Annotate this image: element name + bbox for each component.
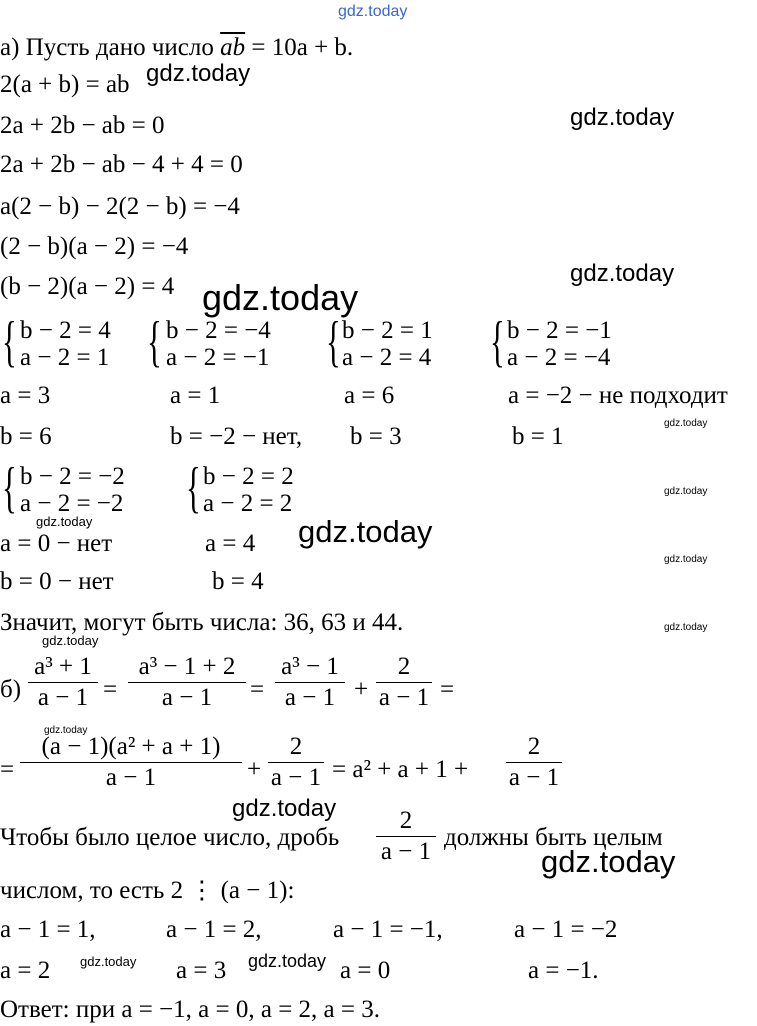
equals-sign: =: [440, 676, 455, 703]
watermark: gdz.today: [42, 633, 99, 648]
fraction-numerator: a³ − 1: [281, 653, 339, 680]
watermark: gdz.today: [338, 3, 408, 20]
fraction-denominator: a − 1: [284, 684, 336, 711]
system-6-top: b − 2 = 2: [203, 463, 294, 490]
fraction-denominator: a − 1: [37, 684, 89, 711]
watermark: gdz.today: [298, 514, 433, 549]
plus-sign: +: [354, 676, 369, 703]
system-2-b: b = −2 − нет,: [170, 423, 303, 450]
system-1-bottom: a − 2 = 1: [20, 344, 110, 371]
case-1: a − 1 = 1,: [0, 916, 96, 943]
system-4-top: b − 2 = −1: [507, 317, 612, 344]
watermark: gdz.today: [664, 554, 708, 565]
fraction: [28, 652, 98, 713]
fraction-numerator: (a − 1)(a² + a + 1): [41, 733, 221, 760]
equals-sign: =: [103, 676, 118, 703]
equation-6: (b − 2)(a − 2) = 4: [0, 273, 175, 300]
plus-sign: +: [247, 756, 262, 783]
system-4-bottom: a − 2 = −4: [507, 344, 611, 371]
watermark: gdz.today: [146, 60, 251, 87]
intro-rest: = 10a + b.: [245, 34, 354, 61]
system-3-top: b − 2 = 1: [342, 317, 433, 344]
equation-1: 2(a + b) = ab: [0, 71, 130, 98]
equation-3: 2a + 2b − ab − 4 + 4 = 0: [0, 151, 243, 178]
equation-2: 2a + 2b − ab = 0: [0, 112, 165, 139]
system-brace: {: [147, 311, 162, 373]
watermark: gdz.today: [44, 725, 88, 736]
system-brace: {: [2, 457, 17, 519]
system-2-a: a = 1: [170, 382, 221, 409]
system-2-bottom: a − 2 = −1: [166, 344, 270, 371]
fraction-numerator: 2: [397, 653, 411, 680]
equals-sign: =: [250, 676, 265, 703]
system-1-top: b − 2 = 4: [20, 317, 111, 344]
value-3: a = 0: [340, 957, 391, 984]
fraction-denominator: a − 1: [380, 838, 432, 865]
conclusion-a: Значит, могут быть числа: 36, 63 и 44.: [0, 609, 404, 636]
fraction-numerator: 2: [289, 733, 303, 760]
system-5-a: a = 0 − нет: [0, 530, 113, 557]
equation-5: (2 − b)(a − 2) = −4: [0, 233, 189, 260]
system-6-b: b = 4: [212, 568, 264, 595]
case-2: a − 1 = 2,: [166, 916, 262, 943]
system-brace: {: [186, 457, 201, 519]
part-b-label: б): [0, 676, 22, 703]
system-6-a: a = 4: [205, 530, 256, 557]
system-3-b: b = 3: [350, 423, 402, 450]
system-1-a: a = 3: [0, 382, 51, 409]
watermark: gdz.today: [36, 514, 93, 529]
system-brace: {: [490, 311, 505, 373]
system-3-bottom: a − 2 = 4: [342, 344, 432, 371]
fraction-numerator: a³ + 1: [34, 653, 92, 680]
condition-text: Чтобы было целое число, дробь: [0, 824, 340, 851]
fraction-numerator: 2: [399, 807, 413, 834]
watermark: gdz.today: [664, 622, 708, 633]
fraction: [275, 652, 345, 713]
system-2-top: b − 2 = −4: [166, 317, 271, 344]
case-4: a − 1 = −2: [514, 916, 618, 943]
watermark: gdz.today: [232, 795, 337, 822]
condition-text-end: должны быть целым: [444, 824, 663, 851]
system-4-a: a = −2 − не подходит: [508, 382, 728, 409]
watermark: gdz.today: [248, 951, 327, 971]
equation-4: a(2 − b) − 2(2 − b) = −4: [0, 193, 240, 220]
watermark: gdz.today: [570, 260, 675, 287]
fraction-denominator: a − 1: [161, 684, 213, 711]
fraction: [506, 732, 562, 793]
fraction-numerator: a³ − 1 + 2: [138, 653, 236, 680]
watermark: gdz.today: [664, 418, 708, 429]
watermark: gdz.today: [80, 954, 137, 969]
divisibility-text: числом, то есть 2 ⋮ (a − 1):: [0, 877, 295, 904]
system-1-b: b = 6: [0, 423, 52, 450]
equals-sign: =: [0, 756, 15, 783]
fraction-denominator: a − 1: [105, 764, 157, 791]
fraction: [268, 732, 324, 793]
fraction-denominator: a − 1: [378, 684, 430, 711]
fraction-numerator: 2: [527, 733, 541, 760]
fraction: [128, 652, 246, 713]
fraction: [376, 806, 436, 867]
value-1: a = 2: [0, 957, 51, 984]
answer-text: Ответ: при a = −1, a = 0, a = 2, a = 3.: [0, 996, 380, 1023]
watermark: gdz.today: [202, 277, 359, 318]
case-3: a − 1 = −1,: [333, 916, 443, 943]
fraction-denominator: a − 1: [508, 764, 560, 791]
middle-expression: = a² + a + 1 +: [332, 756, 469, 783]
system-5-bottom: a − 2 = −2: [20, 490, 124, 517]
fraction: [376, 652, 432, 713]
fraction-denominator: a − 1: [270, 764, 322, 791]
system-5-top: b − 2 = −2: [20, 463, 125, 490]
system-4-b: b = 1: [512, 423, 564, 450]
intro-prefix: а) Пусть дано число: [0, 34, 221, 61]
system-brace: {: [326, 311, 341, 373]
system-3-a: a = 6: [344, 382, 395, 409]
line-intro: [0, 33, 353, 63]
system-6-bottom: a − 2 = 2: [203, 490, 293, 517]
watermark: gdz.today: [541, 844, 676, 879]
system-5-b: b = 0 − нет: [0, 568, 114, 595]
number-ab: $\overline{ab}$: [220, 34, 246, 61]
system-brace: {: [2, 311, 17, 373]
watermark: gdz.today: [664, 486, 708, 497]
value-2: a = 3: [176, 957, 227, 984]
watermark: gdz.today: [570, 104, 675, 131]
fraction: [20, 732, 242, 793]
value-4: a = −1.: [528, 957, 599, 984]
